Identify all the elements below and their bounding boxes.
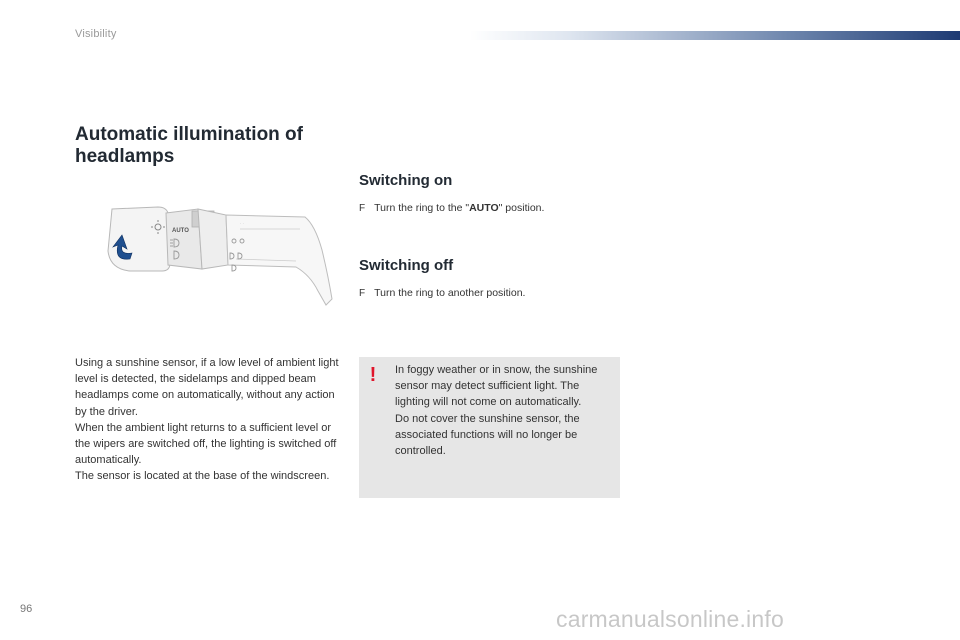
instruction-text: Turn the ring to another position. [374,287,526,299]
auto-highlight: AUTO [469,202,499,214]
svg-text:· ·: · · [240,221,244,226]
warning-text [395,362,607,459]
switching-on-instruction [359,201,659,216]
exclamation-icon: ! [369,364,377,386]
switching-off-heading: Switching off [359,257,454,274]
page-title: Automatic illumination of headlamps [75,124,303,167]
description-paragraph: Using a sunshine sensor, if a low level of ambient light level is detected, the sidelamps and dipped beam headlamps come on automatically, without any action by the driver. [75,357,339,418]
warning-paragraph: In foggy weather or in snow, the sunshine sensor may detect sufficient light. The lighting will not come on automatically. [395,364,598,409]
description-paragraph: When the ambient light returns to a sufficient level or the wipers are switched off, the lighting is switched off automatically. [75,421,337,467]
switching-on-section [359,172,659,216]
header-rule [470,31,960,40]
ring-auto-label: AUTO [172,228,189,234]
page-number: 96 [20,603,33,615]
watermark: carmanualsonline.info [556,606,784,632]
switching-off-section [359,257,659,301]
bullet-marker: F [359,288,366,299]
warning-paragraph: Do not cover the sunshine sensor, the associated functions will no longer be controlled. [395,412,580,458]
description-text [75,355,340,485]
switching-off-instruction [359,286,659,301]
instruction-text-after: " position. [498,202,545,214]
section-label: Visibility [75,28,117,40]
description-paragraph: The sensor is located at the base of the windscreen. [75,470,330,483]
lighting-stalk-illustration [100,195,340,310]
instruction-text-before: Turn the ring to the " [374,202,470,214]
bullet-marker: F [359,203,366,214]
switching-on-heading: Switching on [359,172,453,189]
